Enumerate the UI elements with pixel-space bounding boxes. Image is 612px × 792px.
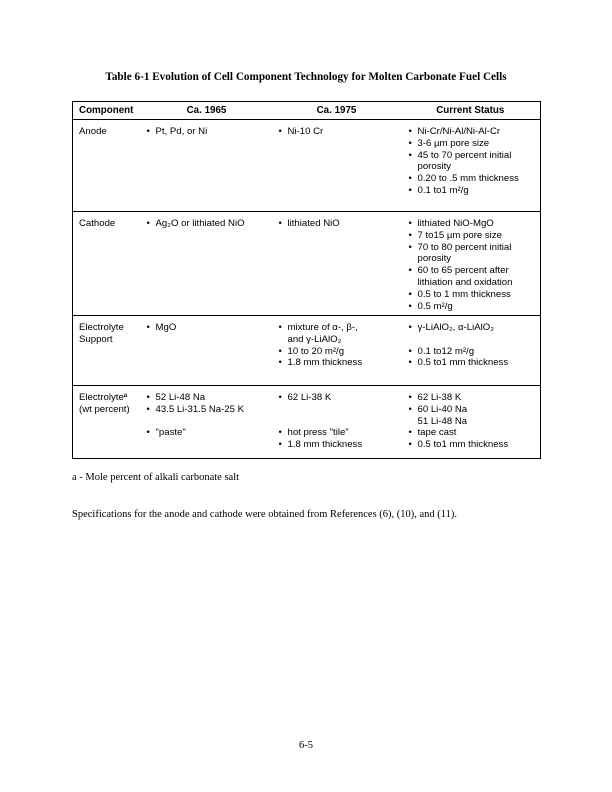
- cell-text: lithiation and oxidation: [417, 276, 513, 288]
- table-header-row: [73, 102, 541, 120]
- cell-text: porosity: [417, 253, 452, 265]
- cell-component: [73, 316, 141, 386]
- cell-text: and γ-LiAlO₂: [287, 333, 342, 345]
- bullet-item: • 0.1 to1 m²/g: [409, 185, 541, 197]
- cell-current-status: [401, 212, 541, 316]
- cell-text: Anode: [79, 126, 107, 137]
- cell-ca-1965: [141, 120, 273, 212]
- bullet-item: • 60 to 65 percent after: [409, 265, 541, 277]
- cell-text: 51 Li-48 Na: [417, 415, 468, 427]
- bullet-item: • lithiated NiO: [279, 218, 401, 230]
- cell-component: [73, 212, 141, 316]
- bullet-item: • mixture of α-, β-,: [279, 322, 401, 334]
- cell-text: porosity: [417, 161, 452, 173]
- bullet-item: • 62 Li-38 K: [409, 392, 541, 404]
- cell-text: [147, 416, 273, 428]
- table-row: [73, 316, 541, 386]
- cell-text: Electrolyteª: [79, 392, 128, 403]
- bullet-item: • γ-LiAlO₂, α-LiAlO₂: [409, 322, 541, 334]
- bullet-item: • 62 Li-38 K: [279, 392, 401, 404]
- header-ca-1975: Ca. 1975: [273, 102, 401, 120]
- cell-ca-1975: [273, 386, 401, 459]
- footnote: a - Mole percent of alkali carbonate salt: [72, 472, 240, 483]
- bullet-item: • lithiated NiO-MgO: [409, 218, 541, 230]
- bullet-item: • 43.5 Li-31.5 Na-25 K: [147, 404, 273, 416]
- cell-component: [73, 386, 141, 459]
- cell-text: [409, 334, 541, 346]
- cell-current-status: [401, 120, 541, 212]
- table-row: [73, 212, 541, 316]
- cell-text: [279, 404, 401, 416]
- bullet-item: • 1.8 mm thickness: [279, 357, 401, 369]
- header-current-status: Current Status: [401, 102, 541, 120]
- cell-current-status: [401, 386, 541, 459]
- bullet-item: • Ni-Cr/Ni-Al/Ni-Al-Cr: [409, 126, 541, 138]
- bullet-item: • 0.5 to1 mm thickness: [409, 439, 541, 451]
- bullet-item: • 0.5 m²/g: [409, 301, 541, 313]
- bullet-item: • 0.5 to 1 mm thickness: [409, 289, 541, 301]
- table-title: Table 6-1 Evolution of Cell Component Technology for Molten Carbonate Fuel Cells: [105, 71, 507, 83]
- cell-ca-1975: [273, 316, 401, 386]
- cell-ca-1975: [273, 120, 401, 212]
- bullet-item: • Ni-10 Cr: [279, 126, 401, 138]
- cell-ca-1965: [141, 386, 273, 459]
- table-row: [73, 120, 541, 212]
- header-ca-1965: Ca. 1965: [141, 102, 273, 120]
- bullet-item: • 70 to 80 percent initial: [409, 242, 541, 254]
- bullet-item: • 3-6 µm pore size: [409, 138, 541, 150]
- bullet-item: • "paste": [147, 427, 273, 439]
- page-number: 6-5: [299, 740, 313, 751]
- cell-text: Support: [79, 333, 113, 345]
- cell-text: (wt percent): [79, 403, 130, 415]
- cell-current-status: [401, 316, 541, 386]
- bullet-item: • 10 to 20 m²/g: [279, 346, 401, 358]
- bullet-item: • tape cast: [409, 427, 541, 439]
- bullet-item: • hot press "tile": [279, 427, 401, 439]
- bullet-item: • 60 Li-40 Na: [409, 404, 541, 416]
- cell-text: [279, 416, 401, 428]
- bullet-item: • MgO: [147, 322, 273, 334]
- component-technology-table: [72, 101, 541, 459]
- bullet-item: • Pt, Pd, or Ni: [147, 126, 273, 138]
- bullet-item: • 0.20 to .5 mm thickness: [409, 173, 541, 185]
- bullet-item: • Ag₂O or lithiated NiO: [147, 218, 273, 230]
- cell-component: [73, 120, 141, 212]
- cell-ca-1975: [273, 212, 401, 316]
- cell-ca-1965: [141, 316, 273, 386]
- bullet-item: • 45 to 70 percent initial: [409, 150, 541, 162]
- cell-ca-1965: [141, 212, 273, 316]
- specifications-note: Specifications for the anode and cathode were obtained from References (6), (10), and (11).: [72, 509, 458, 520]
- header-component: Component: [73, 102, 141, 120]
- bullet-item: • 52 Li-48 Na: [147, 392, 273, 404]
- table-row: [73, 386, 541, 459]
- bullet-item: • 7 to15 µm pore size: [409, 230, 541, 242]
- cell-text: Electrolyte: [79, 322, 124, 333]
- bullet-item: • 1.8 mm thickness: [279, 439, 401, 451]
- bullet-item: • 0.5 to1 mm thickness: [409, 357, 541, 369]
- bullet-item: • 0.1 to12 m²/g: [409, 346, 541, 358]
- cell-text: Cathode: [79, 218, 116, 229]
